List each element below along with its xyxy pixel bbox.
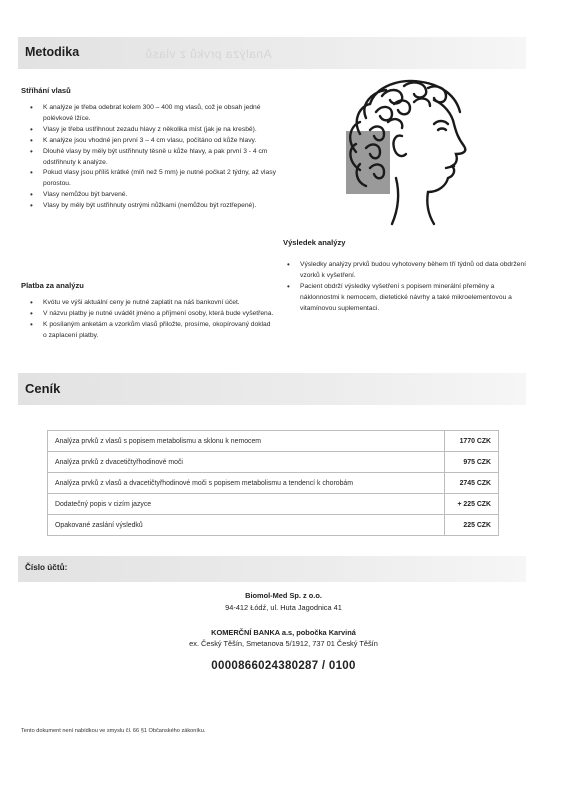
ucet-header-band <box>18 556 526 582</box>
cenik-header-band <box>18 373 526 405</box>
price-row-value: + 225 CZK <box>445 494 499 515</box>
price-row-label: Opakované zaslání výsledků <box>48 515 445 536</box>
price-row-label: Analýza prvků z vlasů s popisem metabolismu a sklonu k nemocem <box>48 431 445 452</box>
vysledek-heading: Výsledek analýzy <box>283 238 346 247</box>
strihani-heading: Stříhání vlasů <box>21 86 71 95</box>
table-row <box>48 473 499 494</box>
list-item: • K posílaným anketám a vzorkům vlasů přiložte, prosíme, okopírovaný doklad o zaplacení platby. <box>26 320 276 342</box>
company-address: 94-412 Łódź, ul. Huta Jagodnica 41 <box>225 603 342 612</box>
table-row <box>48 452 499 473</box>
list-item: • Vlasy nemůžou být barvené. <box>26 190 276 201</box>
account-number: 0000866024380287 / 0100 <box>211 660 356 672</box>
list-item: • K analýze je třeba odebrat kolem 300 – 400 mg vlasů, což je obsah jedné polévkové lžíce. <box>26 103 276 125</box>
table-row <box>48 431 499 452</box>
company-name: Biomol-Med Sp. z o.o. <box>245 591 322 600</box>
price-table <box>47 430 499 536</box>
head-illustration <box>330 74 480 234</box>
list-item: • Výsledky analýzy prvků budou vyhotoveny během tří týdnů od data obdržení vzorků k vyšetření. <box>283 260 535 282</box>
list-item: • Pokud vlasy jsou příliš krátké (míň než 5 mm) je nutné počkat 2 týdny, až vlasy porostou. <box>26 168 276 190</box>
metodika-title: Metodika <box>25 45 80 59</box>
price-row-value: 1770 CZK <box>445 431 499 452</box>
list-item: • Pacient obdrží výsledky vyšetření s popisem minerální přeměny a náklonnostmi k nemocem, dietetické návrhy a také mikroelementovou a vitamínovou suplementaci. <box>283 282 535 315</box>
list-item: • V názvu platby je nutné uvádět jméno a příjmení osoby, která bude vyšetřena. <box>26 309 276 320</box>
list-item: • Vlasy by měly být ustřihnuty ostrými nůžkami (nemůžou být roztřepené). <box>26 201 276 212</box>
ucet-title: Číslo účtů: <box>25 563 68 572</box>
strihani-list <box>26 103 276 212</box>
platba-list <box>26 298 276 342</box>
price-row-label: Analýza prvků z dvacetičtyřhodinové moči <box>48 452 445 473</box>
table-row <box>48 494 499 515</box>
list-item: • K analýze jsou vhodné jen první 3 – 4 cm vlasu, počítáno od kůže hlavy. <box>26 136 276 147</box>
price-row-value: 2745 CZK <box>445 473 499 494</box>
list-item: • Vlasy je třeba ustřihnout zezadu hlavy z několika míst (jak je na kresbě). <box>26 125 276 136</box>
price-row-value: 225 CZK <box>445 515 499 536</box>
price-row-value: 975 CZK <box>445 452 499 473</box>
price-row-label: Analýza prvků z vlasů a dvacetičtyřhodinové moči s popisem metabolismu a tendencí k chorobám <box>48 473 445 494</box>
footer-note: Tento dokument není nabídkou ve smyslu čl. 66 §1 Občanského zákoníku. <box>21 728 206 734</box>
bank-name: KOMERČNÍ BANKA a.s, pobočka Karviná <box>211 628 356 637</box>
table-row <box>48 515 499 536</box>
list-item: • Kvótu ve výši aktuální ceny je nutné zaplatit na náš bankovní účet. <box>26 298 276 309</box>
metodika-header-band <box>18 37 526 69</box>
metodika-watermark: Analýza prvků z vlasů <box>145 47 272 61</box>
list-item: • Dlouhé vlasy by měly být ustřihnuty těsně u kůže hlavy, a pak první 3 - 4 cm odstřihnuty k analýze. <box>26 147 276 169</box>
platba-heading: Platba za analýzu <box>21 281 84 290</box>
bank-address: ex. Český Těšín, Smetanova 5/1912, 737 01 Český Těšín <box>189 639 378 648</box>
vysledek-list <box>283 260 535 315</box>
cenik-title: Ceník <box>25 381 61 396</box>
price-row-label: Dodatečný popis v cizím jazyce <box>48 494 445 515</box>
